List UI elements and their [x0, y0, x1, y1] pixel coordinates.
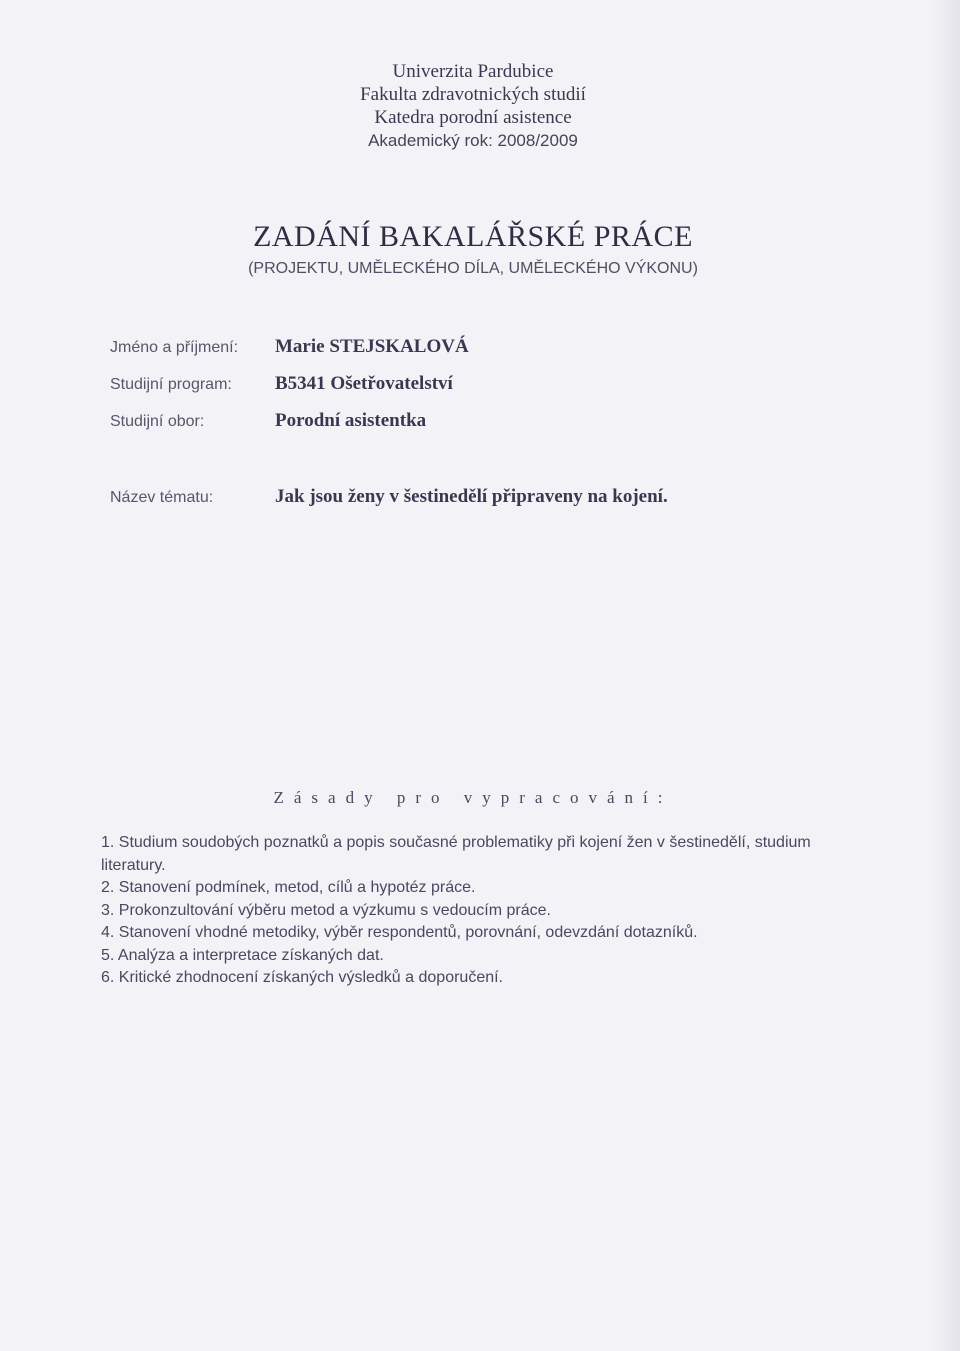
- list-item: 6. Kritické zhodnocení získaných výsledků a doporučení.: [101, 969, 503, 986]
- list-item: 2. Stanovení podmínek, metod, cílů a hypotéz práce.: [101, 879, 476, 896]
- field-label: Studijní obor:: [110, 413, 205, 430]
- topic-value: Jak jsou ženy v šestinedělí připraveny na kojení.: [275, 486, 668, 507]
- document-subtitle: (PROJEKTU, UMĚLECKÉHO DÍLA, UMĚLECKÉHO VÝKONU): [248, 260, 698, 277]
- field-row: [110, 410, 469, 447]
- name-value: Marie STEJSKALOVÁ: [275, 336, 469, 357]
- principles-list: [101, 832, 861, 990]
- topic-row: [110, 486, 668, 508]
- academic-year: Akademický rok: 2008/2009: [368, 131, 578, 150]
- university-name: Univerzita Pardubice: [392, 61, 554, 82]
- list-item: 5. Analýza a interpretace získaných dat.: [101, 946, 384, 964]
- document-header: [0, 60, 946, 152]
- program-value: B5341 Ošetřovatelství: [275, 373, 453, 394]
- program-row: [110, 373, 469, 410]
- faculty-name: Fakulta zdravotnických studií: [360, 84, 586, 105]
- title-block: [0, 218, 946, 280]
- list-item: 1. Studium soudobých poznatků a popis současné problematiky při kojení žen v šestinedělí, studium literatury.: [101, 834, 811, 874]
- program-label: Studijní program:: [110, 376, 232, 393]
- name-label: Jméno a příjmení:: [110, 339, 239, 356]
- list-item: 3. Prokonzultování výběru metod a výzkumu s vedoucím práce.: [101, 901, 551, 919]
- principles-heading: Zásady pro vypracování:: [273, 788, 673, 807]
- list-item: 4. Stanovení vhodné metodiky, výběr respondentů, porovnání, odevzdání dotazníků.: [101, 924, 698, 941]
- document-title: ZADÁNÍ BAKALÁŘSKÉ PRÁCE: [253, 220, 693, 253]
- page-edge-shadow: [932, 0, 960, 1351]
- name-row: [110, 336, 469, 373]
- topic-label: Název tématu:: [110, 489, 214, 506]
- department-name: Katedra porodní asistence: [374, 107, 572, 128]
- field-value: Porodní asistentka: [275, 410, 427, 431]
- student-info: [110, 336, 469, 447]
